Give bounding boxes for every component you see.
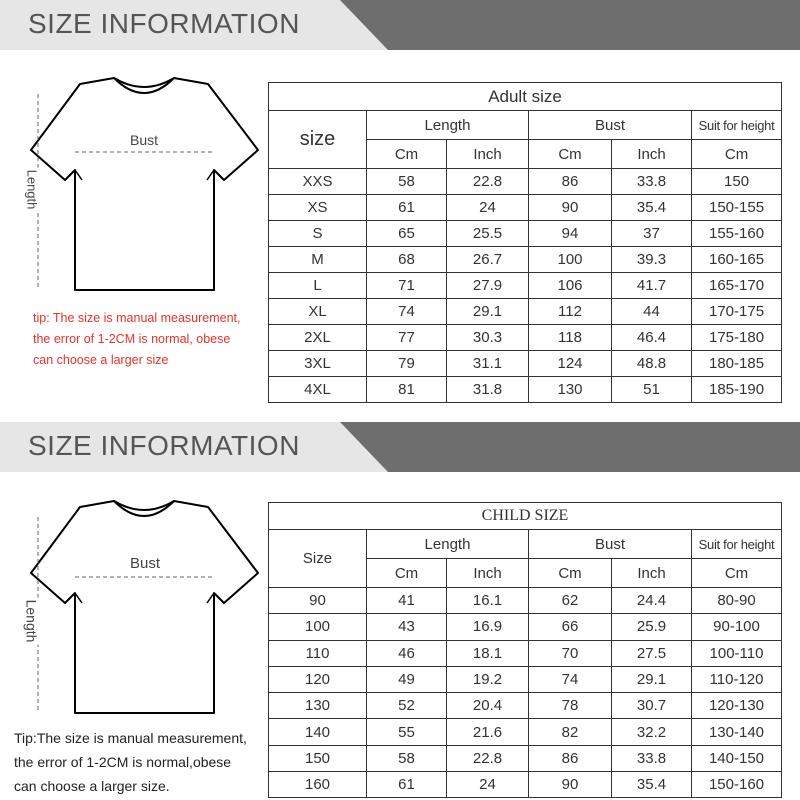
bust-header: Bust <box>529 530 692 559</box>
bust-inch-cell: 48.8 <box>612 351 692 377</box>
bust-cm-cell: 124 <box>529 351 612 377</box>
height-cell: 175-180 <box>692 325 782 351</box>
bust-cm-cell: 74 <box>529 666 612 692</box>
length-header: Length <box>367 111 529 140</box>
tip-line: the error of 1-2CM is normal,obese <box>14 754 232 770</box>
bust-inch-cell: 46.4 <box>612 325 692 351</box>
table-row <box>269 221 782 247</box>
tip-line: tip: The size is manual measurement, <box>33 311 241 325</box>
unit-cm: Cm <box>367 140 447 169</box>
length-cm-cell: 58 <box>367 745 447 771</box>
table-row <box>269 169 782 195</box>
size-cell: 100 <box>269 614 367 640</box>
bust-cm-cell: 90 <box>529 195 612 221</box>
unit-inch: Inch <box>447 140 529 169</box>
bust-cm-cell: 62 <box>529 588 612 614</box>
unit-inch: Inch <box>447 559 529 588</box>
height-cell: 185-190 <box>692 377 782 403</box>
length-cm-cell: 79 <box>367 351 447 377</box>
table-row <box>269 195 782 221</box>
length-header: Length <box>367 530 529 559</box>
size-cell: 160 <box>269 772 367 798</box>
bust-cm-cell: 66 <box>529 614 612 640</box>
child-banner <box>0 422 800 472</box>
length-cm-cell: 43 <box>367 614 447 640</box>
adult-banner-title: SIZE INFORMATION <box>28 8 300 39</box>
length-cm-cell: 74 <box>367 299 447 325</box>
table-row <box>269 666 782 692</box>
length-inch-cell: 29.1 <box>447 299 529 325</box>
length-inch-cell: 25.5 <box>447 221 529 247</box>
bust-inch-cell: 25.9 <box>612 614 692 640</box>
length-inch-cell: 21.6 <box>447 719 529 745</box>
height-cell: 100-110 <box>692 640 782 666</box>
size-cell: 150 <box>269 745 367 771</box>
length-cm-cell: 65 <box>367 221 447 247</box>
unit-cm: Cm <box>692 559 782 588</box>
size-cell: 140 <box>269 719 367 745</box>
bust-cm-cell: 130 <box>529 377 612 403</box>
child-banner-title: SIZE INFORMATION <box>28 430 300 461</box>
height-cell: 110-120 <box>692 666 782 692</box>
length-cm-cell: 41 <box>367 588 447 614</box>
bust-inch-cell: 33.8 <box>612 169 692 195</box>
adult-banner <box>0 0 800 50</box>
bust-cm-cell: 112 <box>529 299 612 325</box>
unit-cm: Cm <box>529 140 612 169</box>
length-inch-cell: 26.7 <box>447 247 529 273</box>
table-row <box>269 325 782 351</box>
length-inch-cell: 30.3 <box>447 325 529 351</box>
height-cell: 130-140 <box>692 719 782 745</box>
bust-label: Bust <box>130 132 159 148</box>
adult-size-table <box>268 82 782 403</box>
length-label: Length <box>24 169 40 210</box>
bust-cm-cell: 70 <box>529 640 612 666</box>
table-row <box>269 351 782 377</box>
size-header: size <box>269 111 367 169</box>
length-inch-cell: 22.8 <box>447 745 529 771</box>
child-tshirt-diagram <box>18 495 263 725</box>
child-size-table <box>268 502 782 798</box>
height-cell: 120-130 <box>692 693 782 719</box>
table-row <box>269 588 782 614</box>
bust-cm-cell: 86 <box>529 745 612 771</box>
bust-inch-cell: 44 <box>612 299 692 325</box>
unit-cm: Cm <box>367 559 447 588</box>
length-cm-cell: 49 <box>367 666 447 692</box>
table-row <box>269 273 782 299</box>
child-tip-text <box>14 726 247 798</box>
unit-inch: Inch <box>612 559 692 588</box>
bust-cm-cell: 82 <box>529 719 612 745</box>
bust-inch-cell: 29.1 <box>612 666 692 692</box>
tip-line: the error of 1-2CM is normal, obese <box>33 332 231 346</box>
length-inch-cell: 24 <box>447 195 529 221</box>
banner-dark-band <box>340 0 800 50</box>
length-inch-cell: 19.2 <box>447 666 529 692</box>
bust-header: Bust <box>529 111 692 140</box>
table-row <box>269 377 782 403</box>
length-cm-cell: 55 <box>367 719 447 745</box>
bust-cm-cell: 86 <box>529 169 612 195</box>
length-cm-cell: 61 <box>367 772 447 798</box>
child-table-title: CHILD SIZE <box>269 503 782 530</box>
table-row <box>269 693 782 719</box>
size-cell: L <box>269 273 367 299</box>
length-inch-cell: 18.1 <box>447 640 529 666</box>
bust-inch-cell: 51 <box>612 377 692 403</box>
length-inch-cell: 16.9 <box>447 614 529 640</box>
adult-table-body <box>269 169 782 403</box>
table-row <box>269 247 782 273</box>
bust-cm-cell: 78 <box>529 693 612 719</box>
tshirt-icon <box>18 495 263 725</box>
length-inch-cell: 24 <box>447 772 529 798</box>
height-cell: 180-185 <box>692 351 782 377</box>
child-table-body <box>269 588 782 798</box>
table-row <box>269 719 782 745</box>
size-cell: 4XL <box>269 377 367 403</box>
size-cell: S <box>269 221 367 247</box>
size-cell: 90 <box>269 588 367 614</box>
table-row <box>269 745 782 771</box>
table-row <box>269 640 782 666</box>
unit-cm: Cm <box>692 140 782 169</box>
bust-inch-cell: 35.4 <box>612 772 692 798</box>
table-row <box>269 614 782 640</box>
bust-inch-cell: 35.4 <box>612 195 692 221</box>
height-cell: 150 <box>692 169 782 195</box>
length-cm-cell: 52 <box>367 693 447 719</box>
height-header: Suit for height <box>692 111 782 140</box>
bust-cm-cell: 100 <box>529 247 612 273</box>
length-cm-cell: 68 <box>367 247 447 273</box>
size-cell: XS <box>269 195 367 221</box>
length-inch-cell: 16.1 <box>447 588 529 614</box>
height-cell: 155-160 <box>692 221 782 247</box>
length-cm-cell: 58 <box>367 169 447 195</box>
unit-inch: Inch <box>612 140 692 169</box>
height-cell: 170-175 <box>692 299 782 325</box>
height-cell: 150-155 <box>692 195 782 221</box>
length-cm-cell: 77 <box>367 325 447 351</box>
size-cell: 3XL <box>269 351 367 377</box>
bust-inch-cell: 39.3 <box>612 247 692 273</box>
bust-cm-cell: 90 <box>529 772 612 798</box>
bust-cm-cell: 118 <box>529 325 612 351</box>
length-cm-cell: 61 <box>367 195 447 221</box>
length-label: Length <box>23 599 40 643</box>
bust-inch-cell: 41.7 <box>612 273 692 299</box>
bust-inch-cell: 30.7 <box>612 693 692 719</box>
bust-inch-cell: 37 <box>612 221 692 247</box>
table-row <box>269 772 782 798</box>
size-cell: 110 <box>269 640 367 666</box>
length-cm-cell: 46 <box>367 640 447 666</box>
unit-cm: Cm <box>529 559 612 588</box>
adult-tshirt-diagram <box>18 72 263 302</box>
tip-line: can choose a larger size <box>33 353 169 367</box>
size-cell: 120 <box>269 666 367 692</box>
adult-table-title: Adult size <box>269 83 782 111</box>
adult-tip-text <box>33 308 241 371</box>
size-cell: XXS <box>269 169 367 195</box>
height-cell: 150-160 <box>692 772 782 798</box>
tip-line: can choose a larger size. <box>14 778 170 794</box>
size-cell: 130 <box>269 693 367 719</box>
height-cell: 80-90 <box>692 588 782 614</box>
table-row <box>269 299 782 325</box>
bust-label: Bust <box>130 555 161 572</box>
bust-inch-cell: 24.4 <box>612 588 692 614</box>
length-inch-cell: 20.4 <box>447 693 529 719</box>
banner-dark-band <box>340 422 800 472</box>
bust-cm-cell: 94 <box>529 221 612 247</box>
size-cell: 2XL <box>269 325 367 351</box>
bust-inch-cell: 27.5 <box>612 640 692 666</box>
height-cell: 160-165 <box>692 247 782 273</box>
bust-cm-cell: 106 <box>529 273 612 299</box>
size-header: Size <box>269 530 367 588</box>
height-cell: 90-100 <box>692 614 782 640</box>
length-inch-cell: 31.1 <box>447 351 529 377</box>
length-cm-cell: 81 <box>367 377 447 403</box>
height-cell: 140-150 <box>692 745 782 771</box>
size-cell: XL <box>269 299 367 325</box>
length-inch-cell: 27.9 <box>447 273 529 299</box>
height-header: Suit for height <box>692 530 782 559</box>
length-cm-cell: 71 <box>367 273 447 299</box>
tshirt-icon <box>18 72 263 302</box>
length-inch-cell: 22.8 <box>447 169 529 195</box>
bust-inch-cell: 33.8 <box>612 745 692 771</box>
size-cell: M <box>269 247 367 273</box>
length-inch-cell: 31.8 <box>447 377 529 403</box>
height-cell: 165-170 <box>692 273 782 299</box>
bust-inch-cell: 32.2 <box>612 719 692 745</box>
tip-line: Tip:The size is manual measurement, <box>14 730 247 746</box>
